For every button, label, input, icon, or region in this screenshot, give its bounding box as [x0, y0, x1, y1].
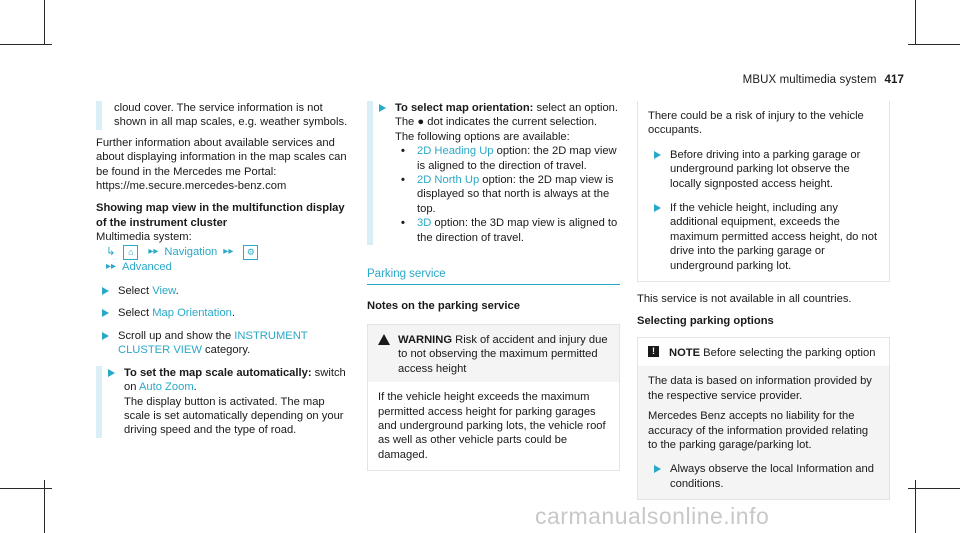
availability-text: This service is not available in all countries.	[637, 293, 852, 306]
step-arrow-icon	[102, 309, 109, 317]
step-arrow-icon	[654, 151, 661, 159]
note-icon: !	[648, 346, 659, 357]
orientation-block	[367, 101, 620, 245]
crop-mark	[0, 44, 52, 45]
intro-text: cloud cover. The service information is not shown in all map scales, e.g. weather symbols.	[114, 102, 348, 129]
warning-header: WARNING Risk of accident and injury due to not observing the maximum permitted access height	[368, 325, 619, 382]
chevron-right-icon: ▸▸	[148, 245, 159, 257]
chevron-right-icon: ▸▸	[223, 245, 234, 257]
note-label: NOTE	[669, 346, 701, 359]
step-arrow-icon	[379, 104, 386, 112]
step-observe-local: Always observe the local Information and conditions.	[648, 462, 879, 491]
section-heading: Showing map view in the multifunction display of the instrument cluster	[96, 202, 345, 229]
step-select-view: Select View.	[96, 284, 352, 298]
option-3d: • 3D option: the 3D map view is aligned to the direction of travel.	[401, 217, 618, 244]
view-link[interactable]: View	[152, 285, 176, 298]
column-right	[637, 101, 890, 500]
chevron-right-icon: ▸▸	[106, 260, 117, 272]
options-intro: The following options are available:	[395, 130, 570, 143]
watermark: carmanualsonline.info	[535, 503, 770, 529]
step-auto-zoom: To set the map scale automatically: switch on Auto Zoom. The display button is activated. The map scale is set automatically depending on your driving speed and the type of road.	[102, 366, 352, 438]
risk-text: There could be a risk of injury to the vehicle occupants.	[648, 110, 864, 137]
warning-box	[367, 324, 620, 471]
option-2d-heading-up: • 2D Heading Up option: the 2D map view is aligned to the direction of travel.	[401, 145, 617, 172]
auto-zoom-link[interactable]: Auto Zoom	[138, 381, 194, 394]
dot-note: The ● dot indicates the current selection.	[395, 116, 598, 129]
crop-mark	[44, 480, 45, 533]
step-map-orientation: Select Map Orientation.	[96, 306, 352, 320]
auto-zoom-detail: The display button is activated. The map scale is set automatically depending on your driving speed and the type of road.	[124, 395, 344, 437]
note-body: The data is based on information provided by the respective service provider. Mercedes Benz accepts no liability for the accuracy of the information provided relating to the parking garage/parking lot. Always observe the local Information and conditions.	[638, 366, 889, 499]
heading-up-link[interactable]: 2D Heading Up	[417, 145, 494, 158]
crop-mark	[915, 480, 916, 533]
step-arrow-icon	[102, 332, 109, 340]
page-number: 417	[884, 74, 904, 86]
page-header	[743, 73, 904, 87]
map-orientation-link[interactable]: Map Orientation	[152, 307, 232, 320]
warning-body: If the vehicle height exceeds the maximum permitted access height for parking garages and underground parking lots, the vehicle roof as well as other vehicle parts could be damaged.	[378, 391, 606, 461]
path-advanced[interactable]: Advanced	[122, 260, 172, 273]
step-before-driving: Before driving into a parking garage or underground parking lot observe the locally signposted access height.	[648, 148, 879, 191]
warning-label: WARNING	[398, 333, 453, 346]
crop-mark	[44, 0, 45, 44]
menu-path-2	[96, 260, 352, 274]
home-icon[interactable]: ⌂	[123, 245, 138, 260]
column-left	[96, 101, 352, 438]
warning-icon	[378, 334, 390, 345]
step-instrument-cluster: Scroll up and show the INSTRUMENT CLUSTER VIEW category.	[96, 329, 352, 358]
header-title: MBUX multimedia system	[742, 74, 877, 86]
crop-mark	[915, 0, 916, 44]
step-select-orientation: To select map orientation: select an option. The ● dot indicates the current selection. The following options are available: • 2D Heading Up option: the 2D map view is aligned to the direction of travel. • 2D North Up option: the 2D map view is displayed so that north is always at the top. • 3D option: the 3D map view is aligned to the direction of travel.	[373, 101, 620, 245]
path-navigation[interactable]: Navigation	[164, 245, 218, 258]
gear-icon[interactable]: ⚙	[243, 245, 258, 260]
step-arrow-icon	[654, 204, 661, 212]
portal-url[interactable]: https://me.secure.mercedes-benz.com	[96, 180, 287, 193]
note-header: ! NOTE Before selecting the parking option	[638, 338, 889, 366]
north-up-link[interactable]: 2D North Up	[417, 174, 480, 187]
menu-path	[96, 245, 352, 260]
step-arrow-icon	[102, 287, 109, 295]
instrument-cluster-link[interactable]: INSTRUMENT CLUSTER VIEW	[118, 329, 308, 357]
three-d-link[interactable]: 3D	[417, 217, 432, 230]
option-2d-north-up: • 2D North Up option: the 2D map view is displayed so that north is always at the top.	[401, 174, 614, 215]
auto-zoom-block	[96, 366, 352, 438]
note-box	[637, 337, 890, 500]
return-arrow-icon: ↳	[106, 245, 116, 258]
column-middle	[367, 101, 620, 471]
system-label: Multimedia system:	[96, 231, 192, 244]
crop-mark	[908, 44, 960, 45]
warning-box-continued	[637, 101, 890, 282]
parking-options-heading: Selecting parking options	[637, 315, 774, 328]
notes-heading: Notes on the parking service	[367, 300, 520, 313]
intro-block	[96, 101, 352, 130]
section-title: Parking service	[367, 267, 620, 285]
further-info: Further information about available services and about displaying information in the map scales can be found in the Mercedes me Portal:	[96, 136, 347, 178]
step-vehicle-height: If the vehicle height, including any additional equipment, exceeds the maximum permitted access height, do not drive into the parking garage or underground parking lot.	[648, 201, 879, 273]
step-arrow-icon	[654, 465, 661, 473]
step-arrow-icon	[108, 369, 115, 377]
